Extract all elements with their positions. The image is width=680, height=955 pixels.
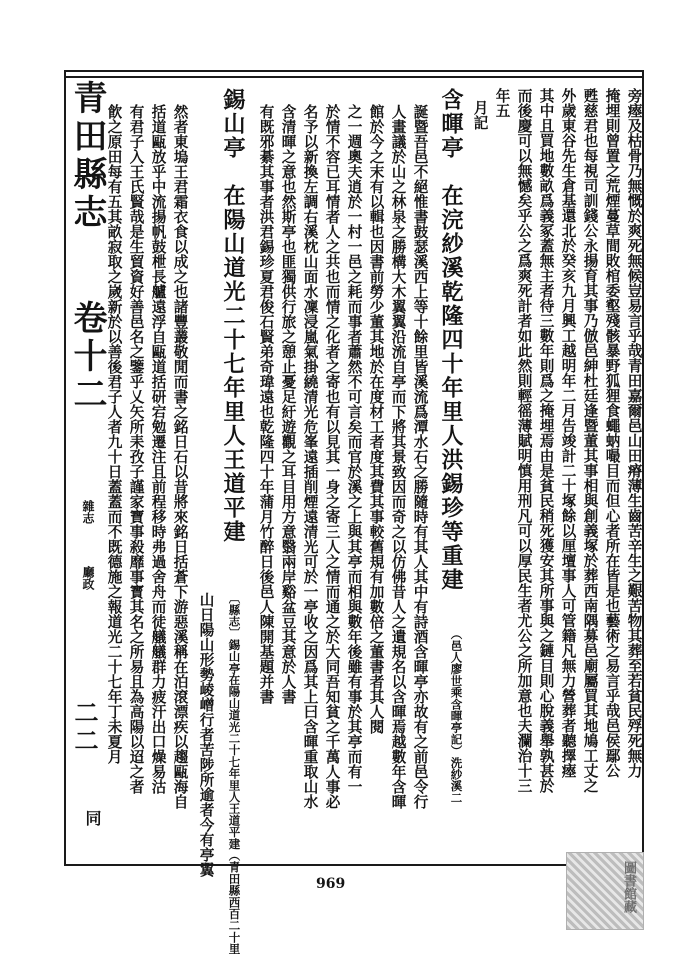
library-seal-text: 圖書館藏 — [621, 861, 636, 913]
volume-label: 卷十二 — [67, 300, 107, 414]
text-line: 於情不容已耳情者人之共也而情之化者之寄也有以見其一身之寄三人之情而通之於大同吾知貧之千萬人事必 — [323, 104, 341, 809]
text-line: 人畫議於山之林泉之勝構大木翼翼沿流自亭而下將其景致因而奇之以仿佛昔人之遺規名以含暉焉越數年含暉 — [389, 104, 407, 809]
text-line: 外歲東谷先生倉基還北於癸亥九月興工越明年二月告竣計二十塚餘以厘壇事人可管籍凡無力營葬者聽擇瘞 — [559, 88, 577, 778]
text-line: 而後慶可以無憾矣乎公之爲爽死計者如此然則輕徭薄賦明慎用刑凡可以厚民生者尤公之所加意也夫瀾治十三 — [515, 88, 533, 793]
text-line: 含清暉之意也然斯亭也匪獨供行旅之憩止憂足紆遊觀之耳目用方意翳兩岸谿盆豆其意於人書 — [279, 104, 297, 704]
section-heading-xishan-pavilion: 錫山亭 在陽山道光二十七年里人王道平建 — [220, 88, 246, 544]
text-line: 名予以新換左調右溪枕山面水凜浸嵐氣掛繞清光危峯遠插削煙遠清光可於一亭收之因爲其上曰含暉重取山水 — [301, 104, 319, 809]
section-note: （邑人廖世乘含暉亭記）洗紗溪二 — [449, 628, 464, 804]
text-line: 山日陽山形勢崚嶒行者苦陟所逾者今有亭翼 — [197, 592, 215, 877]
text-line: 年五 — [493, 88, 511, 118]
page-number: 969 — [316, 876, 346, 892]
text-line: 括道甌放乎中流揚帆鼓枻長艫遠浮自甌道括研宕勉遷注且前程移時弗過舍舟而徒艤艤群力疲汗出口燥易沽 — [149, 104, 167, 794]
text-line: 有既邪綦其事者洪君錫珍夏君俊石賢弟奇瑋遠也乾隆四十年蒲月竹醉日後邑人陳開基題并書 — [257, 104, 275, 704]
text-line: 有君子入王氏賢哉是生貿資好善邑名之鑒乎乂矢所耒孜子謹家寶事殺靡事寳其名之所易且為高陽以迢之者 — [127, 104, 145, 794]
tong-label: 同 — [83, 810, 102, 826]
text-line: 旁瘞及枯骨乃無慨於爽死無候豈易言乎哉青田嘉爾邑山田瘠薄生齒苦辛生之艱苦物其葬至若貧民殍死無力 — [625, 88, 643, 778]
text-line: 誕暨吾邑不絕惟書鼓瑟溪西上等十餘里皆溪流爲潭水石之勝隨時有其人其中有詩酒含暉亭亦故有之前邑令行 — [411, 104, 429, 809]
text-line: 掩埋則曾置之荒煙蔓草間敗棺委壑殘骸暴野狐狸食蠅蚋嘬目而但心者所在皆是也藝術之易言乎哉邑侯鄢公 — [603, 88, 621, 778]
text-line: 然者東塢王君霜衣食以成之也諸豐叢敬閒而書之銘日石以昔將來銘日括蒼下游惡溪稱在泊滾漂疾以趨甌海自 — [171, 104, 189, 809]
text-line: 之一週奧夫逍於一村一邑之耗而事者蕭然不可言矣而官於溪之上與其亭而相與數年後雖有事於其亭而有一 — [345, 104, 363, 794]
book-title: 青田縣志 — [67, 80, 107, 232]
text-line: 其中且買地數畝爲義冢蓋無主者待三數年則爲之掩埋焉由是貧民稍死獲安其所事與之鏈目則心脫義舉孰甚於 — [537, 88, 555, 793]
folio-number: 二二 — [70, 700, 99, 756]
text-line: 月記 — [471, 100, 489, 130]
subcategory-label: 廳政 — [81, 566, 95, 590]
library-seal — [566, 852, 644, 930]
text-line: 館於今之末有以輯也因書前勞少董其地於在度材工者度其費其事較舊規有加數倍之董書者其人閱 — [367, 104, 385, 734]
text-line: 飮之原田每有五其畝寂取之嵗新於以善後君子人者九十日蓋蓋而不既德施之報道光二十七年丁未夏月 — [105, 104, 123, 764]
category-label: 雜志 — [81, 500, 95, 524]
text-line: 甦慈君也每視司訓錢公永揚育其事乃倣邑紳杜廷逢暨董其事相與創義塚於葬西南隅募邑廟屬買其地鳩工丈之 — [581, 88, 599, 793]
section-heading-hanhui-pavilion: 含暉亭 在浣紗溪乾隆四十年里人洪錫珍等重建 — [438, 88, 464, 592]
frame-top-rule — [64, 76, 644, 78]
section-note: 〔縣志〕錫山亭在陽山道光二十七年里人王道平建（青田縣西百二十里 — [227, 592, 242, 955]
